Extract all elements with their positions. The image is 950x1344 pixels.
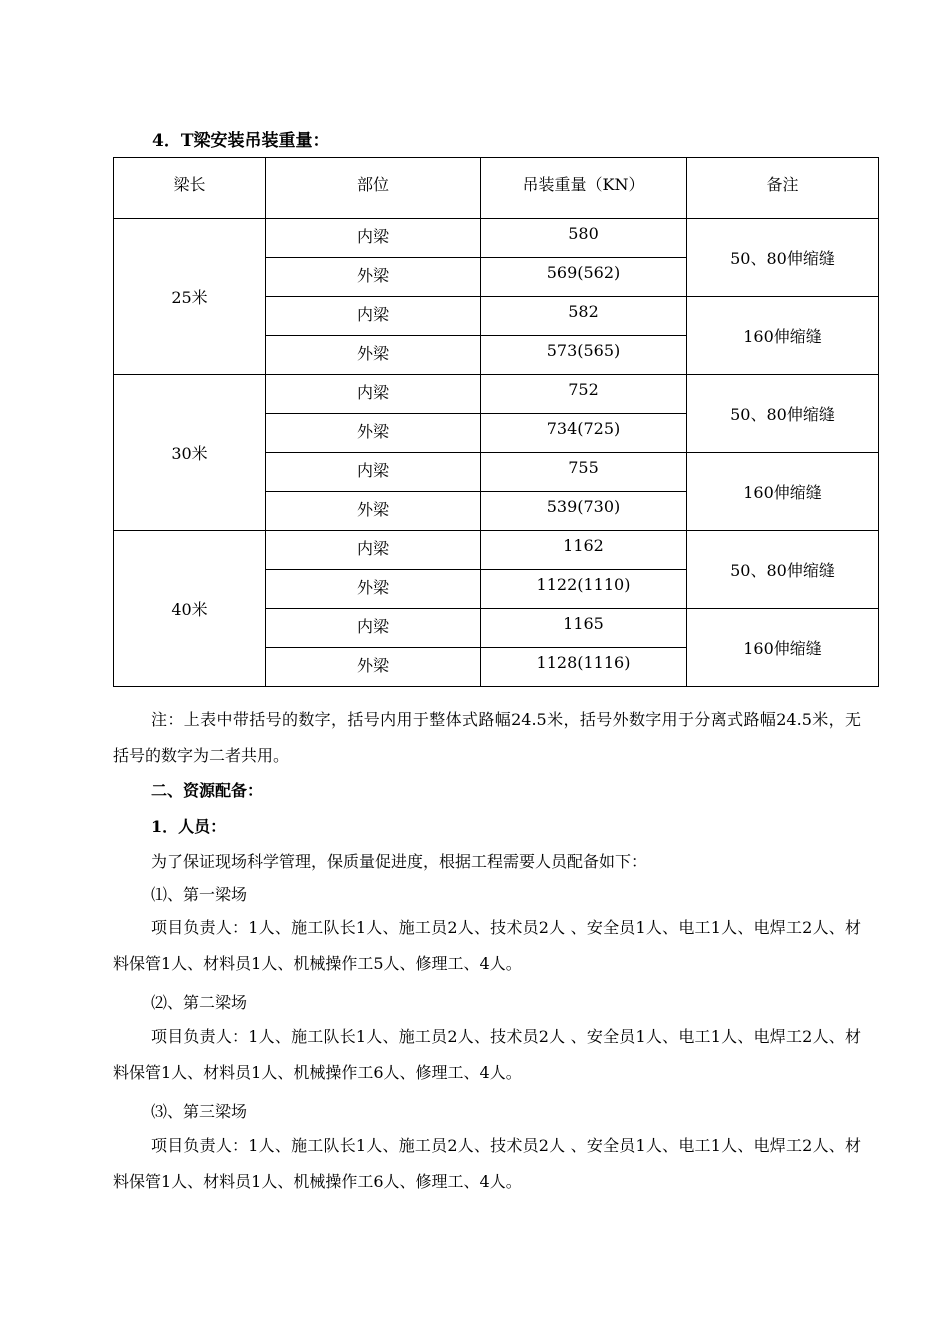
- weight-cell: 755: [481, 453, 687, 492]
- part-cell: 内梁: [266, 375, 481, 414]
- remark-cell: 160伸缩缝: [687, 453, 879, 531]
- beam-length-cell: 30米: [114, 375, 266, 531]
- weight-cell: 1122(1110): [481, 570, 687, 609]
- site-title: ⑵、第二梁场: [151, 993, 248, 1012]
- site-title: ⑶、第三梁场: [151, 1102, 248, 1121]
- weight-cell: 1128(1116): [481, 648, 687, 687]
- part-cell: 外梁: [266, 570, 481, 609]
- weight-cell: 539(730): [481, 492, 687, 531]
- table-row: [114, 531, 879, 570]
- weight-cell: 569(562): [481, 258, 687, 297]
- beam-length-cell: 25米: [114, 219, 266, 375]
- weight-cell: 580: [481, 219, 687, 258]
- weight-cell: 1165: [481, 609, 687, 648]
- part-cell: 外梁: [266, 492, 481, 531]
- site-staff-text: 项目负责人：1人、施工队长1人、施工员2人、技术员2人 、安全员1人、电工1人、电焊工2人、材料保管1人、材料员1人、机械操作工5人、修理工、4人。: [113, 918, 861, 973]
- part-cell: 内梁: [266, 531, 481, 570]
- header-length: 梁长: [114, 158, 266, 219]
- weight-cell: 734(725): [481, 414, 687, 453]
- table-header-row: [114, 158, 879, 219]
- table-row: [114, 375, 879, 414]
- part-cell: 外梁: [266, 414, 481, 453]
- weight-cell: 573(565): [481, 336, 687, 375]
- part-cell: 内梁: [266, 609, 481, 648]
- remark-cell: 50、80伸缩缝: [687, 531, 879, 609]
- table-note: 注：上表中带括号的数字，括号内用于整体式路幅24.5米，括号外数字用于分离式路幅24.5米，无括号的数字为二者共用。: [113, 710, 861, 765]
- remark-cell: 160伸缩缝: [687, 297, 879, 375]
- part-cell: 内梁: [266, 453, 481, 492]
- remark-cell: 160伸缩缝: [687, 609, 879, 687]
- remark-cell: 50、80伸缩缝: [687, 375, 879, 453]
- section-heading: 4．T梁安装吊装重量：: [152, 131, 330, 151]
- part-cell: 内梁: [266, 297, 481, 336]
- site-title: ⑴、第一梁场: [151, 885, 248, 904]
- part-cell: 外梁: [266, 336, 481, 375]
- remark-cell: 50、80伸缩缝: [687, 219, 879, 297]
- subsection-personnel-title: 1．人员：: [151, 817, 227, 836]
- lifting-weight-table: [113, 157, 879, 687]
- weight-cell: 1162: [481, 531, 687, 570]
- intro-text: 为了保证现场科学管理，保质量促进度，根据工程需要人员配备如下：: [151, 852, 648, 871]
- part-cell: 外梁: [266, 648, 481, 687]
- site-staff-text: 项目负责人：1人、施工队长1人、施工员2人、技术员2人 、安全员1人、电工1人、电焊工2人、材料保管1人、材料员1人、机械操作工6人、修理工、4人。: [113, 1027, 861, 1082]
- part-cell: 内梁: [266, 219, 481, 258]
- weight-cell: 752: [481, 375, 687, 414]
- weight-cell: 582: [481, 297, 687, 336]
- part-cell: 外梁: [266, 258, 481, 297]
- table-row: [114, 219, 879, 258]
- beam-length-cell: 40米: [114, 531, 266, 687]
- section2-title: 二、资源配备：: [151, 781, 264, 800]
- site-staff-text: 项目负责人：1人、施工队长1人、施工员2人、技术员2人 、安全员1人、电工1人、电焊工2人、材料保管1人、材料员1人、机械操作工6人、修理工、4人。: [113, 1136, 861, 1191]
- header-remark: 备注: [687, 158, 879, 219]
- header-part: 部位: [266, 158, 481, 219]
- header-weight: 吊装重量（KN）: [481, 158, 687, 219]
